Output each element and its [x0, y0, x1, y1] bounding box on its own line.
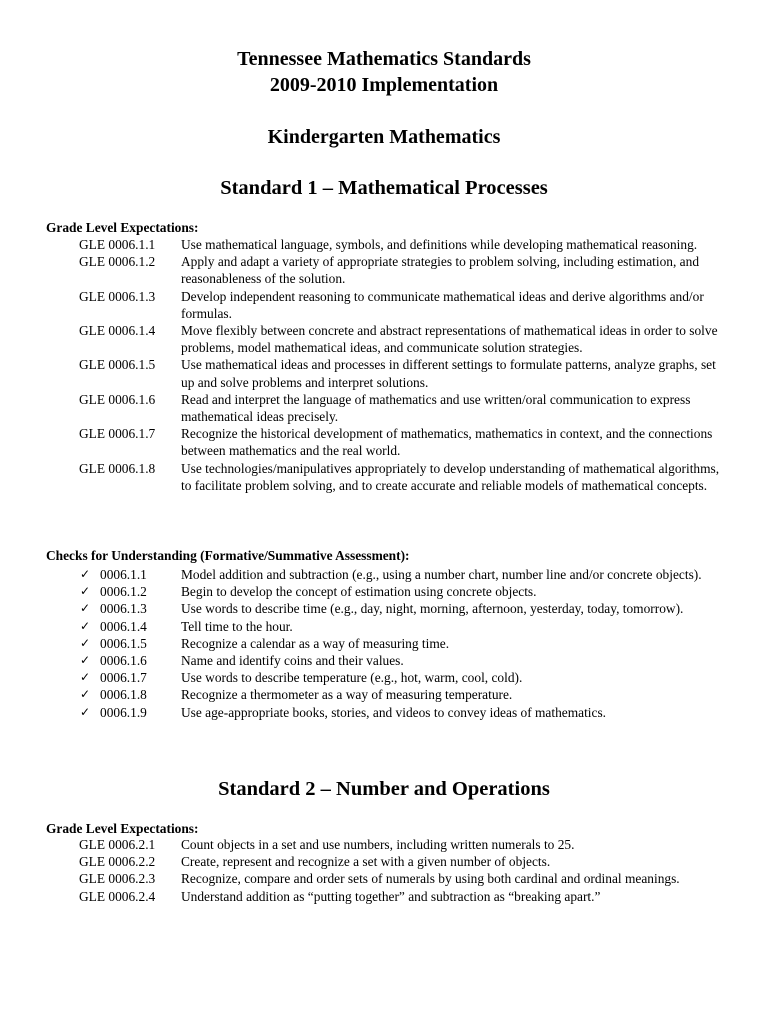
- checkmark-icon: ✓: [80, 601, 91, 616]
- gle-item: [0, 888, 768, 905]
- gle-code: GLE 0006.2.1: [79, 837, 156, 852]
- gle-code: GLE 0006.1.4: [79, 323, 156, 339]
- check-code: 0006.1.4: [100, 618, 147, 634]
- checkmark-icon: ✓: [80, 618, 91, 633]
- gle-text: Apply and adapt a variety of appropriate strategies to problem solving, including estimation, and reasonableness of the solution.: [181, 254, 700, 287]
- gle-code: GLE 0006.1.1: [79, 237, 156, 252]
- check-text: Recognize a calendar as a way of measuring time.: [181, 635, 450, 651]
- check-text: Use words to describe time (e.g., day, night, morning, afternoon, yesterday, today, tomorrow).: [181, 601, 684, 617]
- check-code: 0006.1.8: [100, 687, 147, 703]
- check-code: 0006.1.9: [100, 704, 147, 720]
- check-text: Recognize a thermometer as a way of measuring temperature.: [181, 687, 513, 703]
- check-code: 0006.1.5: [100, 635, 147, 651]
- gle-text: Develop independent reasoning to communicate mathematical ideas and derive algorithms and/or formulas.: [181, 288, 704, 321]
- check-item: [0, 566, 768, 583]
- gle-text: Read and interpret the language of mathematics and use written/oral communication to express mathematical ideas precisely.: [181, 391, 691, 425]
- checkmark-icon: ✓: [80, 584, 91, 599]
- standard-1-gle-heading: Grade Level Expectations:: [46, 220, 199, 235]
- gle-item: [0, 425, 768, 459]
- check-item: [0, 583, 768, 600]
- gle-code: GLE 0006.2.3: [79, 871, 156, 887]
- gle-text: Use mathematical ideas and processes in different settings to formulate patterns, analyze graphs, set up and solve problems and interpret solutions.: [181, 357, 716, 390]
- standard-2-gle-list: [0, 836, 768, 905]
- gle-text: Count objects in a set and use numbers, including written numerals to 25.: [181, 837, 575, 852]
- gle-item: [0, 870, 768, 887]
- gle-text: Move flexibly between concrete and abstract representations of mathematical ideas in order to solve problems, model mathematical ideas, and communicate solution strategies.: [181, 323, 718, 356]
- gle-text: Recognize the historical development of mathematics, mathematics in context, and the connections between mathematics and the real world.: [181, 426, 713, 459]
- check-item: [0, 686, 768, 703]
- gle-item: [0, 322, 768, 356]
- check-item: [0, 635, 768, 652]
- gle-code: GLE 0006.1.2: [79, 254, 156, 270]
- gle-item: [0, 288, 768, 322]
- checkmark-icon: ✓: [80, 704, 91, 719]
- standard-1-title: Standard 1 – Mathematical Processes: [220, 177, 548, 199]
- gle-code: GLE 0006.1.8: [79, 460, 156, 476]
- check-item: [0, 669, 768, 686]
- gle-text: Use technologies/manipulatives appropriately to develop understanding of mathematical algorithms, to facilitate problem solving, and to create accurate and reliable models of mathematical concepts.: [181, 460, 720, 493]
- standard-2-gle-heading: Grade Level Expectations:: [46, 821, 199, 836]
- standard-1-gle-list: [0, 236, 768, 494]
- check-text: Use age-appropriate books, stories, and videos to convey ideas of mathematics.: [181, 704, 607, 720]
- gle-code: GLE 0006.1.6: [79, 391, 156, 407]
- gle-item: [0, 253, 768, 287]
- checkmark-icon: ✓: [80, 653, 91, 668]
- check-item: [0, 704, 768, 721]
- check-item: [0, 652, 768, 669]
- checkmark-icon: ✓: [80, 687, 91, 702]
- gle-item: [0, 391, 768, 425]
- gle-code: GLE 0006.2.4: [79, 888, 156, 904]
- gle-item: [0, 236, 768, 253]
- gle-item: [0, 853, 768, 870]
- document-title-line-1: Tennessee Mathematics Standards: [237, 48, 531, 70]
- document-title-line-2: 2009-2010 Implementation: [269, 74, 499, 96]
- gle-code: GLE 0006.1.7: [79, 426, 156, 442]
- gle-code: GLE 0006.1.5: [79, 357, 156, 373]
- gle-item: [0, 836, 768, 853]
- standard-1-checks-list: [0, 566, 768, 721]
- gle-code: GLE 0006.1.3: [79, 288, 156, 304]
- gle-item: [0, 356, 768, 390]
- standard-1-checks-heading: Checks for Understanding (Formative/Summative Assessment):: [46, 548, 410, 563]
- check-item: [0, 618, 768, 635]
- gle-text: Create, represent and recognize a set with a given number of objects.: [181, 854, 551, 870]
- check-code: 0006.1.2: [100, 584, 147, 600]
- check-code: 0006.1.6: [100, 653, 147, 669]
- gle-text: Recognize, compare and order sets of numerals by using both cardinal and ordinal meanings.: [181, 871, 680, 887]
- gle-text: Use mathematical language, symbols, and definitions while developing mathematical reasoning.: [181, 237, 698, 252]
- check-text: Model addition and subtraction (e.g., using a number chart, number line and/or concrete objects).: [181, 567, 702, 582]
- check-code: 0006.1.1: [100, 567, 147, 582]
- subject-title: Kindergarten Mathematics: [267, 126, 501, 148]
- gle-code: GLE 0006.2.2: [79, 854, 156, 870]
- check-text: Tell time to the hour.: [181, 618, 293, 634]
- check-text: Begin to develop the concept of estimation using concrete objects.: [181, 584, 537, 600]
- checkmark-icon: ✓: [80, 567, 91, 581]
- checkmark-icon: ✓: [80, 670, 91, 685]
- checkmark-icon: ✓: [80, 635, 91, 650]
- check-code: 0006.1.7: [100, 670, 147, 686]
- check-text: Name and identify coins and their values.: [181, 653, 404, 669]
- gle-item: [0, 460, 768, 494]
- check-text: Use words to describe temperature (e.g., hot, warm, cool, cold).: [181, 670, 523, 686]
- check-code: 0006.1.3: [100, 601, 147, 617]
- check-item: [0, 600, 768, 617]
- standard-2-title: Standard 2 – Number and Operations: [218, 778, 550, 800]
- gle-text: Understand addition as “putting together” and subtraction as “breaking apart.”: [181, 888, 601, 904]
